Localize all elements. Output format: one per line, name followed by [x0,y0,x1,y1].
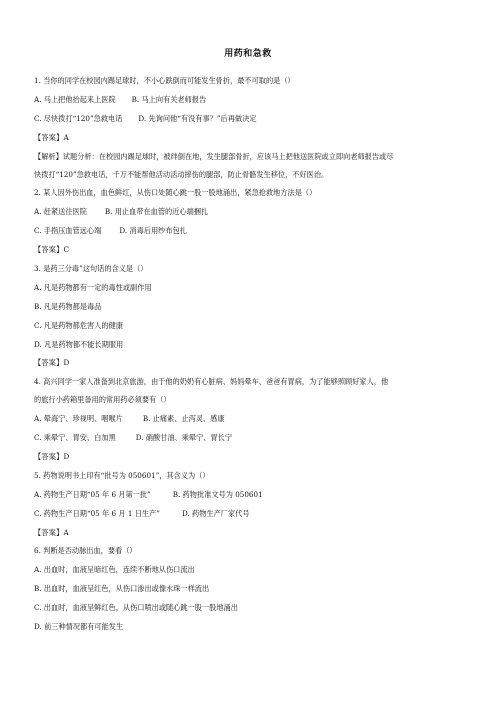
question-4-answer: 【答案】D [34,452,70,462]
option-b: B. 止痛素、止泻灵、感康 [142,414,225,424]
option-b: B. 马上向有关老师报告 [131,94,207,104]
option-a: A. 马上把他抬起来上医院 [34,94,116,104]
question-4-options-cd [34,433,474,443]
question-2-options-ab [34,207,474,217]
question-5-options-cd [34,509,474,519]
question-4-stem-line-1: 4. 高兴同学一家人准备到北京旅游，由于他的奶奶有心脏病、妈妈晕车、爸爸有胃病，为了能够照顾好家人，他 [34,377,389,387]
question-6-option-c: C. 出血时，血液呈鲜红色，从伤口喷出或随心跳一股一股地涌出 [34,603,238,613]
question-2-answer: 【答案】C [34,245,70,255]
option-b: B. 用止血带在血管的近心端捆扎 [104,207,209,217]
question-2-options-cd [34,226,474,236]
question-5-stem: 5. 药物说明书上印有“批号为 050601”，其含义为（） [34,470,210,480]
question-1-analysis-line-2: 快拨打“120”急救电话，千万不能帮他活动活动摔伤的腿部，防止骨骼发生移位，不好医治。 [34,169,329,179]
option-a: A. 赶紧送往医院 [34,207,87,217]
question-3-stem: 3. 是药三分毒”这句话的含义是（） [34,264,148,274]
option-a: A. 晕海宁、珍视明、咽喉片 [34,414,123,424]
question-4-options-ab [34,414,474,424]
question-3-option-c: C. 凡是药物都危害人的健康 [34,320,123,330]
question-6-stem: 6. 判断是否动脉出血，要看（） [34,546,137,556]
question-1-options-cd [34,114,474,124]
question-list [34,76,474,641]
question-1-answer: 【答案】A [34,132,69,142]
question-6-option-a: A. 出血时，血液呈暗红色，连续不断地从伤口流出 [34,565,195,575]
option-d: D. 药物生产厂家代号 [181,508,250,518]
question-3-option-d: D. 凡是药物都不能长期服用 [34,339,124,349]
question-1-stem: 1. 当你的同学在校园内踢足球时，不小心跌倒而可能发生骨折，最不可取的是（） [34,76,295,85]
option-d: D. 消毒后用纱布包扎 [119,226,187,236]
page-title: 用药和急救 [224,49,272,59]
question-2-stem: 2. 某人因外伤出血，血色鲜红，从伤口处随心跳一股一股地涌出，紧急抢救地方法是（） [34,188,317,198]
option-c: C. 手指压血管远心端 [34,226,102,236]
question-5-options-ab [34,490,474,500]
question-4-stem-line-2: 的旅行小药箱里备用的常用药必须要有（） [34,395,171,405]
question-6-option-d: D. 前三种情况都有可能发生 [34,622,124,632]
option-c: C. 乘晕宁、胃安、白加黑 [34,433,116,443]
option-a: A. 药物生产日期“05 年 6 月第一批” [34,489,151,499]
question-1-analysis-line-1: 【解析】试题分析：在校园内踢足球时，被绊倒在地，发生腿部骨折，应该马上把他送医院或立即向老师报告或尽 [34,151,394,161]
option-c: C. 尽快拨打“120”急救电话 [34,113,123,123]
question-3-option-a: A. 凡是药物都有一定的毒性或副作用 [34,282,152,292]
option-c: C. 药物生产日期“05 年 6 月 1 日生产” [34,508,160,518]
option-d: D. 硝酸甘油、乘晕宁、胃长宁 [135,433,233,443]
question-3-answer: 【答案】D [34,358,70,368]
option-d: D. 先询问他“有没有事？”后再做决定 [138,113,257,123]
option-b: B. 药物批准文号为 050601 [172,489,263,499]
question-6-option-b: B. 出血时，血液呈红色，从伤口渗出或像水珠一样流出 [34,584,210,594]
question-5-answer: 【答案】A [34,527,69,537]
question-1-options-ab [34,95,474,105]
question-3-option-b: B. 凡是药物都是毒品 [34,301,102,311]
